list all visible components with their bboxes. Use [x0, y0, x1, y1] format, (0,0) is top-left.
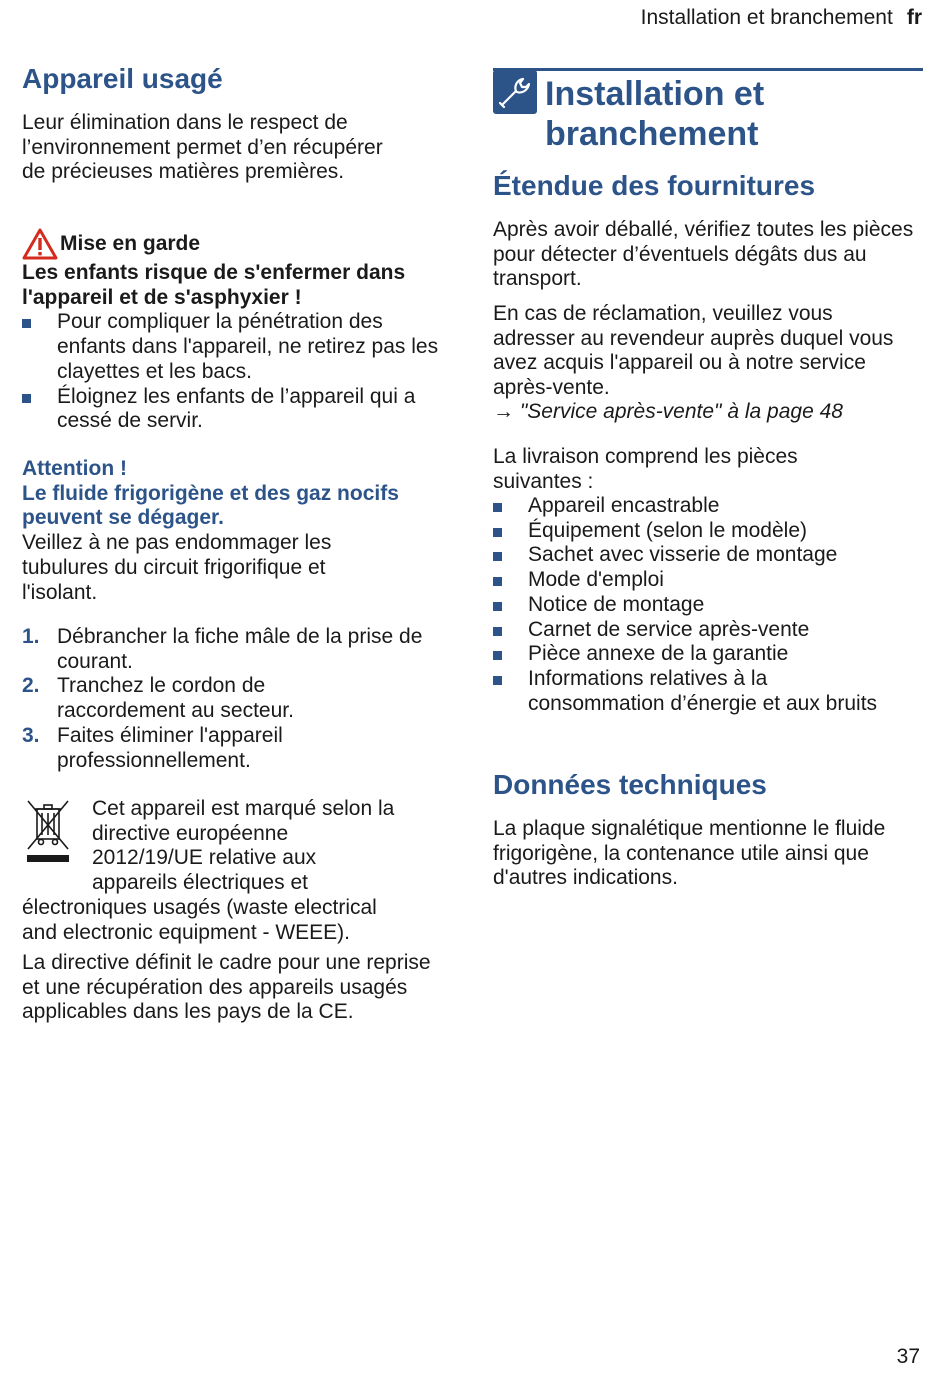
technical-text: La plaque signalétique mentionne le fluide frigorigène, la contenance utile ainsi que d'autres indications. — [493, 817, 886, 890]
step-item: 2. Tranchez le cordon de raccordement au secteur. — [22, 674, 294, 723]
warning-bold-line-2: l'appareil et de s'asphyxier ! — [22, 285, 302, 309]
supply-p2: En cas de réclamation, veuillez vous adresser au revendeur auprès duquel vous avez acquis l'appareil ou à notre service après-vente. — [493, 302, 894, 400]
list-item: Équipement (selon le modèle) — [493, 519, 893, 544]
warning-bold-text — [22, 261, 462, 310]
weee-text-full: électroniques usagés (waste electrical and electronic equipment - WEEE). — [22, 895, 377, 944]
list-item: Mode d'emploi — [493, 568, 893, 593]
page-number: 37 — [896, 1345, 920, 1368]
list-item: Sachet avec visserie de montage — [493, 543, 893, 568]
wrench-icon — [493, 70, 537, 114]
weee-text-indented: Cet appareil est marqué selon la directive européenne 2012/19/UE relative aux appareils électriques et — [92, 797, 395, 895]
chapter-title: Installation et branchement — [545, 75, 765, 153]
list-item: Pièce annexe de la garantie — [493, 642, 893, 667]
header-section: Installation et branchement — [640, 6, 893, 29]
supply-p3: La livraison comprend les pièces suivantes : — [493, 445, 798, 493]
list-item: Éloignez les enfants de l’appareil qui a cessé de servir. — [22, 385, 447, 434]
list-item: Notice de montage — [493, 593, 893, 618]
crossed-bin-icon — [24, 797, 72, 868]
supply-p1: Après avoir déballé, vérifiez toutes les pièces pour détecter d’éventuels dégâts dus au transport. — [493, 218, 914, 291]
section-title-old-appliance: Appareil usagé — [22, 63, 223, 94]
disposal-intro: Leur élimination dans le respect de l’environnement permet d’en récupérer de précieuses matières premières. — [22, 111, 383, 184]
running-header — [641, 6, 922, 30]
warning-title: Mise en garde — [60, 232, 201, 255]
attention-bold: Le fluide frigorigène et des gaz nocifs peuvent se dégager. — [22, 481, 399, 530]
section-rule — [493, 68, 923, 71]
warning-bold-line-1: Les enfants risque de s'enfermer dans — [22, 261, 406, 284]
attention-block — [22, 457, 452, 605]
attention-text: Veillez à ne pas endommager les tubulures du circuit frigorifique et l'isolant. — [22, 531, 332, 604]
list-item: Pour compliquer la pénétration des enfants dans l'appareil, ne retirez pas les clayettes et les bacs. — [22, 310, 447, 384]
header-lang: fr — [906, 6, 922, 29]
list-item: Appareil encastrable — [493, 494, 893, 519]
list-item: Carnet de service après-vente — [493, 618, 893, 643]
warning-triangle-icon — [22, 228, 60, 260]
attention-title: Attention ! — [22, 457, 127, 480]
disposal-steps — [22, 625, 447, 773]
directive-text: La directive définit le cadre pour une reprise et une récupération des appareils usagés applicables dans les pays de la CE. — [22, 951, 431, 1024]
section-title-supply: Étendue des fournitures — [493, 170, 816, 201]
arrow-right-icon: → — [493, 400, 514, 423]
section-title-technical-data: Données techniques — [493, 769, 767, 800]
weee-block — [22, 797, 462, 945]
warning-list — [22, 310, 447, 434]
step-item: 1. Débrancher la fiche mâle de la prise de courant. — [22, 625, 423, 673]
list-item: Informations relatives à la consommation d’énergie et aux bruits — [493, 667, 893, 716]
warning-block — [22, 228, 462, 434]
warning-heading — [22, 228, 462, 260]
step-item: 3. Faites éliminer l'appareil professionnellement. — [22, 723, 283, 772]
supply-list — [493, 494, 893, 716]
service-link[interactable]: → "Service après-vente" à la page 48 — [493, 400, 843, 423]
